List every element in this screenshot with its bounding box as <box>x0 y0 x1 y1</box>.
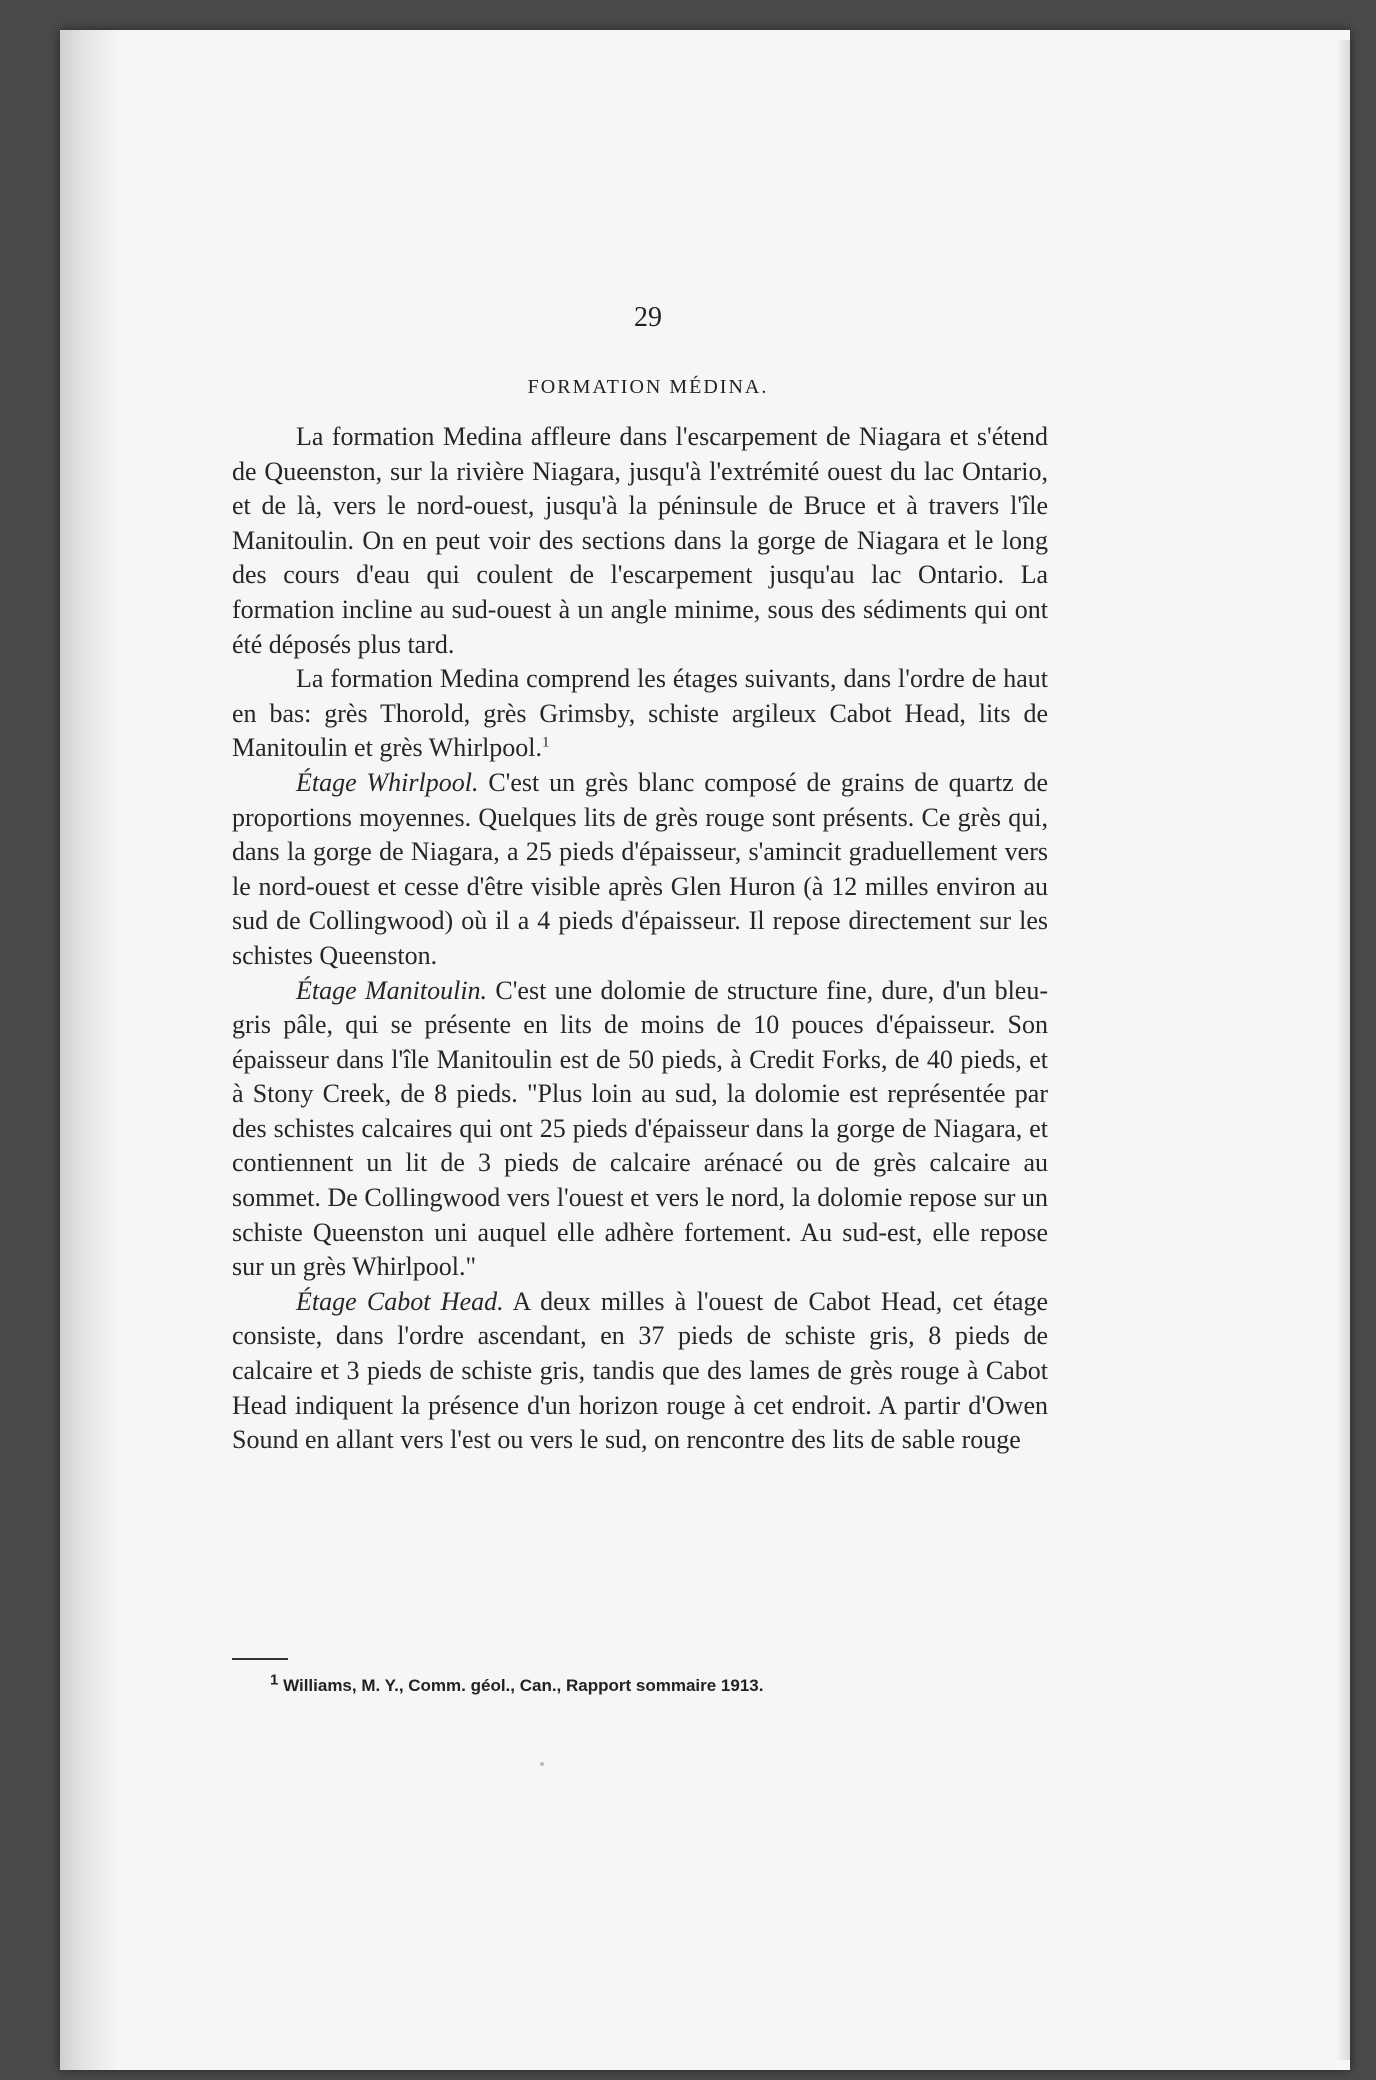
paper-speck <box>540 1762 544 1766</box>
paragraph-text: A deux milles à l'ouest de Cabot Head, cet étage consiste, dans l'ordre ascendant, en 37 pieds de schiste gris, 8 pieds de calcaire et 3 pieds de schiste gris, tandis que des lames de grès rouge à Cabot Head indiquent la présence d'un horizon rouge à cet endroit. A partir d'Owen Sound en allant vers l'est ou vers le sud, on rencontre des lits de sable rouge <box>232 1286 1048 1455</box>
paragraph-text: C'est une dolomie de structure fine, dure, d'un bleu-gris pâle, qui se présente en lits de moins de 10 pouces d'épaisseur. Son épaisseur dans l'île Manitoulin est de 50 pieds, à Credit Forks, de 40 pieds, et à Stony Creek, de 8 pieds. "Plus loin au sud, la dolomie est représentée par des schistes calcaires qui ont 25 pieds d'épaisseur dans la gorge de Niagara, et contiennent un lit de 3 pieds de calcaire arénacé ou de grès calcaire au sommet. De Collingwood vers l'ouest et vers le nord, la dolomie repose sur un schiste Queenston uni auquel elle adhère fortement. Au sud-est, elle repose sur un grès Whirlpool." <box>232 975 1049 1282</box>
page-edge <box>1336 40 1350 2060</box>
stage-heading: Étage Cabot Head. <box>296 1286 504 1316</box>
footnote-marker: 1 <box>270 1671 279 1689</box>
footnote-text: Williams, M. Y., Comm. géol., Can., Rapport sommaire 1913. <box>283 1676 764 1695</box>
page-number: 29 <box>634 302 662 333</box>
page-gutter <box>60 30 120 2070</box>
body-text <box>232 420 1048 1458</box>
paragraph-cabot-head <box>232 1285 1048 1458</box>
paragraph-intro <box>232 420 1048 662</box>
stage-heading: Étage Whirlpool. <box>296 767 479 797</box>
footnote-reference: 1 <box>542 734 550 751</box>
stage-heading: Étage Manitoulin. <box>296 975 488 1005</box>
paragraph-whirlpool <box>232 766 1048 974</box>
section-title: FORMATION MÉDINA. <box>527 376 769 398</box>
paragraph-text: La formation Medina affleure dans l'escarpement de Niagara et s'étend de Queenston, sur la rivière Niagara, jusqu'à l'extrémité ouest du lac Ontario, et de là, vers le nord-ouest, jusqu'à la péninsule de Bruce et à travers l'île Manitoulin. On en peut voir des sections dans la gorge de Niagara et le long des cours d'eau qui coulent de l'escarpement jusqu'au lac Ontario. La formation incline au sud-ouest à un angle minime, sous des sédiments qui ont été déposés plus tard. <box>232 422 1048 659</box>
paragraph-manitoulin <box>232 974 1048 1285</box>
footnote-divider <box>232 1658 288 1660</box>
paragraph-text: La formation Medina comprend les étages suivants, dans l'ordre de haut en bas: grès Thorold, grès Grimsby, schiste argileux Cabot Head, lits de Manitoulin et grès Whirlpool. <box>232 664 1048 763</box>
footnote <box>270 1671 764 1696</box>
paragraph-text: C'est un grès blanc composé de grains de quartz de proportions moyennes. Quelques lits de grès rouge sont présents. Ce grès qui, dans la gorge de Niagara, a 25 pieds d'épaisseur, s'amincit graduellement vers le nord-ouest et cesse d'être visible après Glen Huron (à 12 milles environ au sud de Collingwood) où il a 4 pieds d'épaisseur. Il repose directement sur les schistes Queenston. <box>232 767 1049 970</box>
paragraph-stages <box>232 662 1048 766</box>
